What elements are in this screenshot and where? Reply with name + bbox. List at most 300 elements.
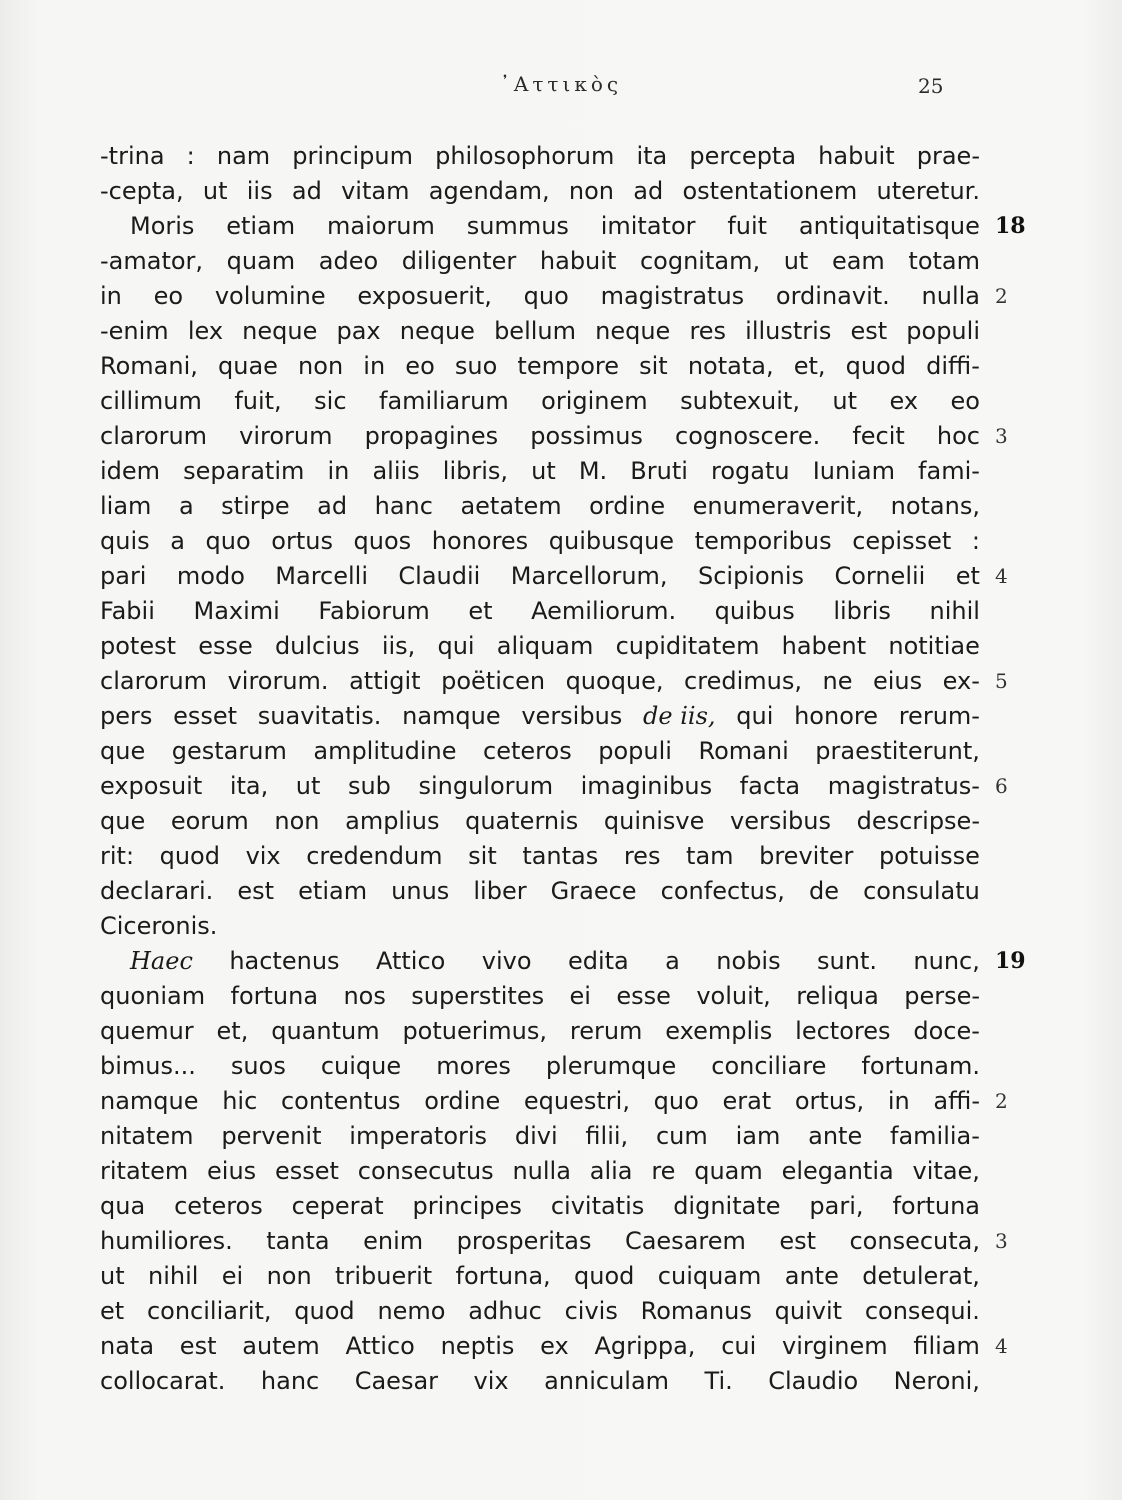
word: poëticen bbox=[441, 667, 546, 695]
word: aetatem bbox=[460, 492, 562, 520]
text-line bbox=[100, 454, 980, 489]
word: ut bbox=[531, 457, 556, 485]
text-line bbox=[100, 244, 980, 279]
word: est bbox=[237, 877, 275, 905]
word: enim bbox=[363, 1227, 424, 1255]
word: ad bbox=[291, 177, 322, 205]
word: ante bbox=[808, 1122, 863, 1150]
text-line bbox=[100, 279, 1008, 314]
word: Fabii bbox=[100, 597, 155, 625]
word: magistratus bbox=[600, 282, 745, 310]
word: separatim bbox=[183, 457, 305, 485]
word: anniculam bbox=[544, 1367, 670, 1395]
word: neque bbox=[242, 317, 318, 345]
word: qua bbox=[100, 1192, 146, 1220]
word: ortus bbox=[271, 527, 333, 555]
word: Maximi bbox=[193, 597, 280, 625]
word: nulla bbox=[921, 282, 980, 310]
word: versibus bbox=[521, 702, 623, 730]
word: honore bbox=[794, 702, 878, 730]
text-line bbox=[100, 174, 980, 209]
word: quivit bbox=[774, 1297, 843, 1325]
text-line bbox=[100, 1294, 980, 1329]
word: volumine bbox=[214, 282, 326, 310]
word: pari, bbox=[809, 1192, 864, 1220]
word: magistratus- bbox=[827, 772, 980, 800]
word: -enim bbox=[100, 317, 169, 345]
word: eo bbox=[950, 387, 980, 415]
word: filiam bbox=[913, 1332, 980, 1360]
word: cuiquam bbox=[657, 1262, 762, 1290]
word: Ti. bbox=[704, 1367, 733, 1395]
word: dignitate bbox=[673, 1192, 781, 1220]
word: principum bbox=[292, 142, 413, 170]
text-line bbox=[100, 384, 980, 419]
word: nihil bbox=[929, 597, 980, 625]
word: non bbox=[298, 352, 344, 380]
text-line bbox=[100, 804, 980, 839]
word: maiorum bbox=[327, 212, 435, 240]
word: esse bbox=[616, 982, 671, 1010]
word: quaternis bbox=[465, 807, 579, 835]
word: confectus, bbox=[660, 877, 785, 905]
word: res bbox=[623, 842, 661, 870]
text-line bbox=[100, 769, 1008, 804]
word: quantum bbox=[271, 1017, 380, 1045]
word: conciliare bbox=[711, 1052, 827, 1080]
word: ad bbox=[633, 177, 664, 205]
word: ceteros bbox=[483, 737, 572, 765]
text-line bbox=[100, 1224, 1008, 1259]
word: possimus bbox=[530, 422, 643, 450]
word: totam bbox=[908, 247, 980, 275]
word: et, bbox=[216, 1017, 249, 1045]
word: quo bbox=[523, 282, 569, 310]
word: Claudii bbox=[398, 562, 481, 590]
word: rogatu bbox=[711, 457, 790, 485]
word: civitatis bbox=[550, 1192, 645, 1220]
word: originem bbox=[541, 387, 648, 415]
word: quo bbox=[205, 527, 251, 555]
word: ut bbox=[832, 387, 858, 415]
text-line bbox=[100, 944, 1026, 979]
word: ante bbox=[784, 1262, 839, 1290]
word: hic bbox=[222, 1087, 258, 1115]
word: ordinavit. bbox=[775, 282, 890, 310]
word: notata, bbox=[687, 352, 774, 380]
text-line bbox=[100, 979, 980, 1014]
word: cognoscere. bbox=[675, 422, 821, 450]
word: cognitam, bbox=[639, 247, 761, 275]
word: quibusque bbox=[548, 527, 675, 555]
word: singulorum bbox=[418, 772, 554, 800]
word: hanc bbox=[374, 492, 433, 520]
word: ceperat bbox=[291, 1192, 384, 1220]
text-line bbox=[100, 1084, 1008, 1119]
word: reliqua bbox=[796, 982, 879, 1010]
word: ceteros bbox=[174, 1192, 263, 1220]
word: tempore bbox=[517, 352, 619, 380]
word: et bbox=[955, 562, 980, 590]
word: est bbox=[850, 317, 888, 345]
word: pari bbox=[100, 562, 147, 590]
word: pax bbox=[336, 317, 381, 345]
margin-section-number: 6 bbox=[995, 774, 1008, 798]
word: Fabiorum bbox=[318, 597, 430, 625]
word: ut bbox=[202, 177, 228, 205]
word: quam bbox=[694, 1157, 763, 1185]
word: libris, bbox=[442, 457, 509, 485]
word: M. bbox=[578, 457, 608, 485]
word: quod bbox=[294, 1297, 355, 1325]
word: lex bbox=[187, 317, 224, 345]
page-number: 25 bbox=[918, 74, 944, 98]
word: ita bbox=[636, 142, 668, 170]
word: fuit bbox=[727, 212, 768, 240]
margin-section-number: 3 bbox=[995, 424, 1008, 448]
word: aliquam bbox=[496, 632, 594, 660]
word: idem bbox=[100, 457, 161, 485]
word: neque bbox=[399, 317, 475, 345]
word: nemo bbox=[377, 1297, 446, 1325]
word: lectores bbox=[795, 1017, 891, 1045]
word: Moris bbox=[130, 212, 195, 240]
word: Bruti bbox=[630, 457, 688, 485]
word: Caesar bbox=[354, 1367, 439, 1395]
word: Attico bbox=[345, 1332, 415, 1360]
word: cupiditatem bbox=[615, 632, 760, 660]
word: sit bbox=[639, 352, 668, 380]
word: alia bbox=[589, 1157, 633, 1185]
word: consequi. bbox=[864, 1297, 980, 1325]
text-line bbox=[100, 419, 1008, 454]
word: iis, bbox=[381, 632, 416, 660]
word: fecit bbox=[852, 422, 905, 450]
word: hactenus bbox=[229, 947, 340, 975]
word: Graece bbox=[550, 877, 637, 905]
word: rerum bbox=[569, 1017, 643, 1045]
word: ita, bbox=[229, 772, 269, 800]
word: philosophorum bbox=[435, 142, 615, 170]
word: quos bbox=[353, 527, 412, 555]
word: sic bbox=[314, 387, 347, 415]
word: perse- bbox=[904, 982, 980, 1010]
word: cui bbox=[721, 1332, 757, 1360]
word: fuit, bbox=[234, 387, 282, 415]
word: res bbox=[689, 317, 727, 345]
margin-section-number: 2 bbox=[995, 1089, 1008, 1113]
word: re bbox=[651, 1157, 676, 1185]
word: diffi- bbox=[926, 352, 980, 380]
word: exemplis bbox=[665, 1017, 773, 1045]
word: ex bbox=[540, 1332, 569, 1360]
word: ut bbox=[295, 772, 321, 800]
word: antiquitatisque bbox=[798, 212, 980, 240]
running-head-title: ᾿Αττικὸς bbox=[499, 72, 623, 96]
word: neptis bbox=[440, 1332, 515, 1360]
word: vivo bbox=[481, 947, 532, 975]
word: elegantia bbox=[781, 1157, 894, 1185]
word: ex bbox=[889, 387, 919, 415]
word: eo bbox=[153, 282, 184, 310]
word: notans, bbox=[890, 492, 980, 520]
word: familiarum bbox=[379, 387, 509, 415]
word: doce- bbox=[913, 1017, 980, 1045]
word: modo bbox=[176, 562, 245, 590]
word: de bbox=[809, 877, 839, 905]
text-line bbox=[100, 839, 980, 874]
word: vix bbox=[245, 842, 281, 870]
word: est bbox=[779, 1227, 817, 1255]
word: credendum bbox=[306, 842, 443, 870]
word: conciliarit, bbox=[146, 1297, 272, 1325]
text-line bbox=[100, 1189, 980, 1224]
text-line bbox=[100, 594, 980, 629]
word: ortus, bbox=[794, 1087, 865, 1115]
word: neque bbox=[595, 317, 671, 345]
word: non bbox=[568, 177, 614, 205]
word: non bbox=[266, 1262, 312, 1290]
word: clarorum bbox=[100, 667, 208, 695]
text-line bbox=[100, 1049, 980, 1084]
word: ut bbox=[100, 1262, 125, 1290]
word: a bbox=[170, 527, 185, 555]
word: fortuna bbox=[892, 1192, 980, 1220]
text-line bbox=[100, 1259, 980, 1294]
word: Romani bbox=[698, 737, 789, 765]
word: Marcelli bbox=[275, 562, 368, 590]
word: nata bbox=[100, 1332, 155, 1360]
word: hoc bbox=[936, 422, 980, 450]
text-line bbox=[100, 874, 980, 909]
word: subtexuit, bbox=[680, 387, 800, 415]
word: ritatem bbox=[100, 1157, 189, 1185]
word: a bbox=[178, 492, 194, 520]
word: etiam bbox=[298, 877, 368, 905]
word: virorum. bbox=[227, 667, 329, 695]
word: et bbox=[100, 1297, 125, 1325]
word: virginem bbox=[782, 1332, 888, 1360]
word: ei bbox=[221, 1262, 244, 1290]
word: populi bbox=[598, 737, 672, 765]
word: illustris bbox=[745, 317, 832, 345]
word: clarorum bbox=[100, 422, 208, 450]
word: adeo bbox=[318, 247, 379, 275]
word: potest bbox=[100, 632, 177, 660]
word: imperatoris bbox=[349, 1122, 488, 1150]
word: potuerimus, bbox=[402, 1017, 547, 1045]
word: et, bbox=[793, 352, 826, 380]
word: familia- bbox=[890, 1122, 980, 1150]
word: quoque, bbox=[565, 667, 664, 695]
word: mores bbox=[436, 1052, 511, 1080]
word: cillimum bbox=[100, 387, 202, 415]
word: Haec bbox=[130, 947, 193, 975]
word: Romani, bbox=[100, 352, 198, 380]
word: collocarat. bbox=[100, 1367, 226, 1395]
margin-section-number: 18 bbox=[995, 213, 1026, 239]
word: consecuta, bbox=[849, 1227, 980, 1255]
word: potuisse bbox=[878, 842, 980, 870]
word: que bbox=[100, 737, 146, 765]
word: nam bbox=[216, 142, 271, 170]
word: quoniam bbox=[100, 982, 206, 1010]
word: Aemiliorum. bbox=[531, 597, 677, 625]
word: in bbox=[327, 457, 350, 485]
word: amplitudine bbox=[313, 737, 457, 765]
word: erat bbox=[722, 1087, 772, 1115]
word: principes bbox=[412, 1192, 522, 1220]
text-line bbox=[100, 349, 980, 384]
word: -amator, bbox=[100, 247, 204, 275]
word: quemur bbox=[100, 1017, 194, 1045]
word: tam bbox=[686, 842, 734, 870]
word: plerumque bbox=[545, 1052, 677, 1080]
word: superstites bbox=[411, 982, 545, 1010]
word: humiliores. bbox=[100, 1227, 233, 1255]
word: equestri, bbox=[523, 1087, 630, 1115]
margin-section-number: 3 bbox=[995, 1229, 1008, 1253]
word: nunc, bbox=[913, 947, 980, 975]
word: tanta bbox=[266, 1227, 330, 1255]
word: eius bbox=[873, 667, 923, 695]
word: aliis bbox=[372, 457, 420, 485]
text-line bbox=[100, 734, 980, 769]
word: -trina bbox=[100, 142, 165, 170]
word: ordine bbox=[589, 492, 666, 520]
word: summus bbox=[466, 212, 569, 240]
word: vitam bbox=[341, 177, 410, 205]
word: descripse- bbox=[856, 807, 980, 835]
word: namque bbox=[402, 702, 501, 730]
word: Scipionis bbox=[697, 562, 805, 590]
word: eo bbox=[405, 352, 435, 380]
word: quibus bbox=[714, 597, 795, 625]
word: Ciceronis. bbox=[100, 912, 218, 940]
text-line bbox=[100, 1154, 980, 1189]
word: ei bbox=[569, 982, 591, 1010]
word: habuit bbox=[818, 142, 895, 170]
word: uteretur. bbox=[876, 177, 980, 205]
word: rerum- bbox=[898, 702, 980, 730]
word: amplius bbox=[345, 807, 440, 835]
word: cuique bbox=[320, 1052, 402, 1080]
text-line bbox=[100, 524, 980, 559]
word: declarari. bbox=[100, 877, 214, 905]
text-line bbox=[100, 1014, 980, 1049]
word: quae bbox=[218, 352, 278, 380]
word: in bbox=[887, 1087, 910, 1115]
word: filii, bbox=[585, 1122, 629, 1150]
word: eius bbox=[207, 1157, 257, 1185]
word: imitator bbox=[600, 212, 696, 240]
word: affi- bbox=[933, 1087, 980, 1115]
word: quod bbox=[574, 1262, 635, 1290]
word: quam bbox=[226, 247, 296, 275]
word: breviter bbox=[759, 842, 854, 870]
word: ne bbox=[822, 667, 853, 695]
word: populi bbox=[906, 317, 980, 345]
word: Romanus bbox=[640, 1297, 752, 1325]
word: dulcius bbox=[274, 632, 360, 660]
word: qui bbox=[736, 702, 774, 730]
text-line bbox=[100, 489, 980, 524]
margin-section-number: 2 bbox=[995, 284, 1008, 308]
text-line bbox=[100, 1364, 980, 1399]
word: vix bbox=[473, 1367, 509, 1395]
word: cepisset bbox=[852, 527, 952, 555]
text-line bbox=[100, 1329, 1008, 1364]
word: eam bbox=[831, 247, 885, 275]
word: habent bbox=[781, 632, 867, 660]
word: praestiterunt, bbox=[815, 737, 980, 765]
word: nihil bbox=[147, 1262, 199, 1290]
word: Cornelii bbox=[834, 562, 926, 590]
word: iam bbox=[735, 1122, 781, 1150]
word: nitatem bbox=[100, 1122, 194, 1150]
word: Caesarem bbox=[624, 1227, 746, 1255]
word: attigit bbox=[349, 667, 421, 695]
word: enumeraverit, bbox=[692, 492, 864, 520]
word: civis bbox=[564, 1297, 618, 1325]
word: Neroni, bbox=[893, 1367, 980, 1395]
word: imaginibus bbox=[580, 772, 713, 800]
word: fami- bbox=[918, 457, 980, 485]
word: liber bbox=[473, 877, 527, 905]
text-line bbox=[100, 139, 980, 174]
word: libris bbox=[833, 597, 891, 625]
word: propagines bbox=[364, 422, 499, 450]
text-line bbox=[100, 629, 980, 664]
word: prae- bbox=[916, 142, 980, 170]
word: Iuniam bbox=[812, 457, 895, 485]
word: divi bbox=[514, 1122, 558, 1150]
word: vitae, bbox=[912, 1157, 980, 1185]
word: iis bbox=[246, 177, 273, 205]
margin-section-number: 5 bbox=[995, 669, 1008, 693]
word: stirpe bbox=[221, 492, 290, 520]
word: cum bbox=[655, 1122, 708, 1150]
word: temporibus bbox=[694, 527, 832, 555]
word: etiam bbox=[226, 212, 296, 240]
margin-section-number: 4 bbox=[995, 564, 1008, 588]
text-line bbox=[100, 699, 980, 734]
word: autem bbox=[242, 1332, 320, 1360]
word: facta bbox=[739, 772, 801, 800]
word: prosperitas bbox=[456, 1227, 592, 1255]
word: ostentationem bbox=[682, 177, 858, 205]
word: consulatu bbox=[863, 877, 980, 905]
word: pervenit bbox=[221, 1122, 322, 1150]
word: : bbox=[186, 142, 195, 170]
word: esset bbox=[275, 1157, 339, 1185]
word: voluit, bbox=[696, 982, 771, 1010]
word: bimus... bbox=[100, 1052, 196, 1080]
word: ordine bbox=[424, 1087, 501, 1115]
word: liam bbox=[100, 492, 152, 520]
word: agendam, bbox=[428, 177, 550, 205]
word: quod bbox=[845, 352, 907, 380]
word: edita bbox=[567, 947, 629, 975]
word: sunt. bbox=[817, 947, 877, 975]
word: Claudio bbox=[768, 1367, 859, 1395]
margin-section-number: 4 bbox=[995, 1334, 1008, 1358]
word: ut bbox=[783, 247, 809, 275]
word: quinisve bbox=[603, 807, 705, 835]
word: quis bbox=[100, 527, 150, 555]
word: a bbox=[665, 947, 680, 975]
word: ad bbox=[317, 492, 348, 520]
